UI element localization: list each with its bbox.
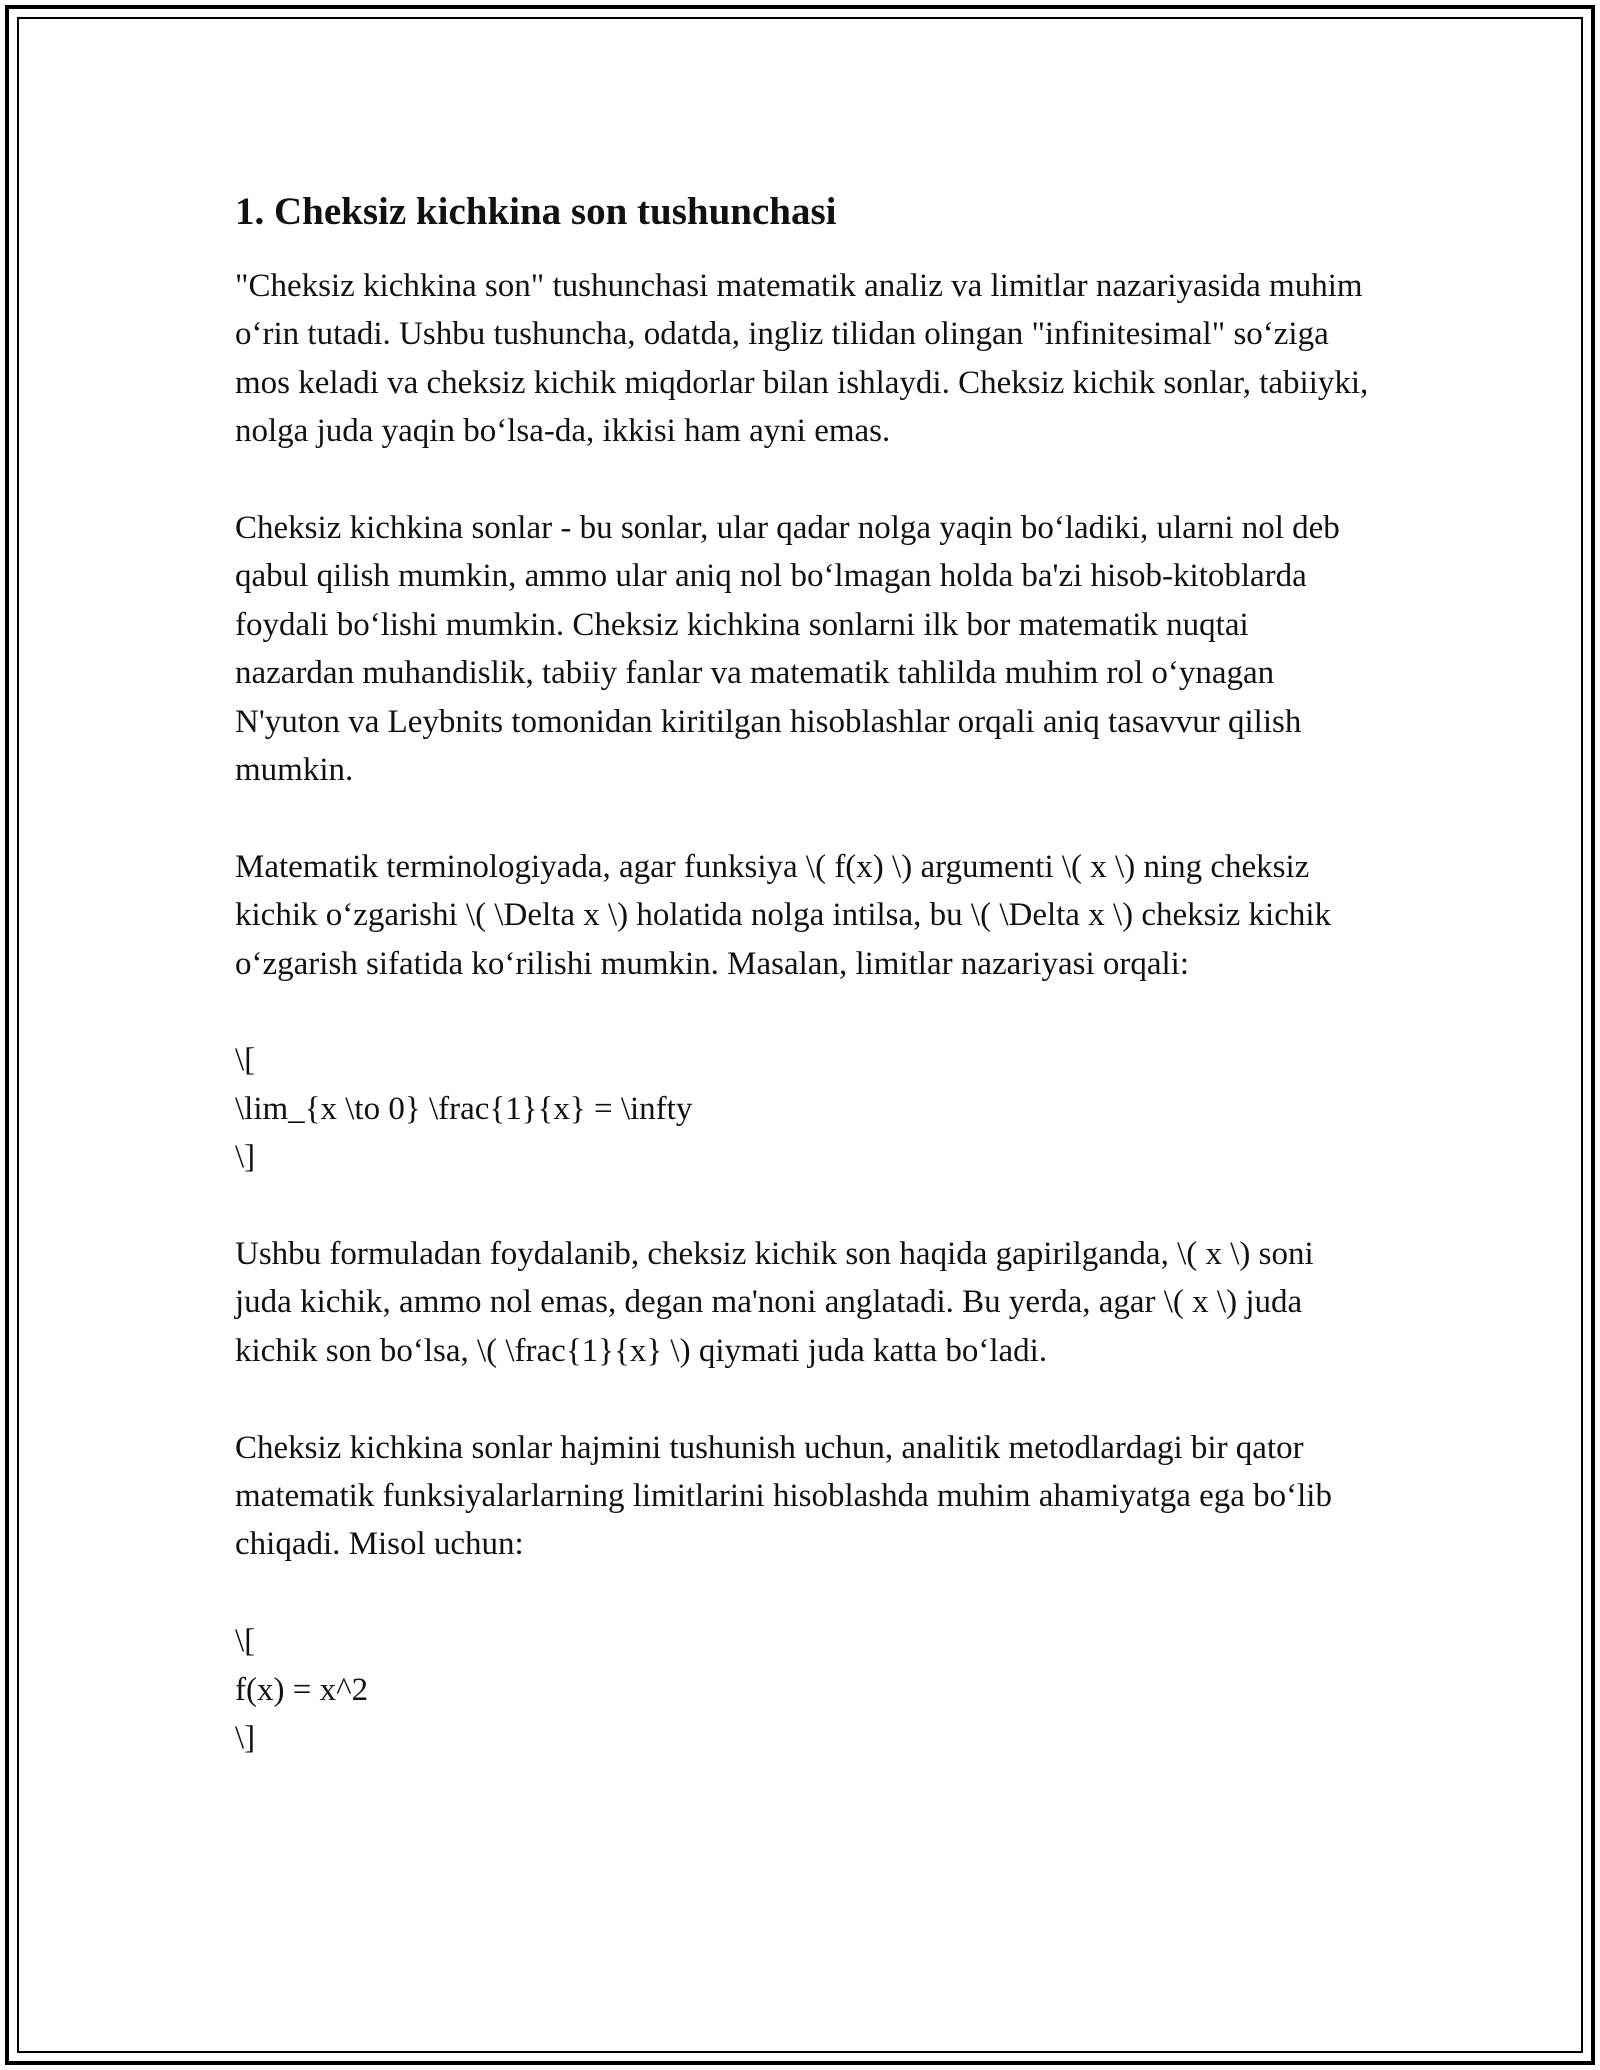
formula-close-delimiter: \]	[235, 1720, 256, 1757]
paragraph-intro: "Cheksiz kichkina son" tushunchasi matematik analiz va limitlar nazariyasida muhim o‘rin tutadi. Ushbu tushuncha, odatda, ingliz tilidan olingan "infinitesimal" so‘ziga mos keladi va cheksiz kichik miqdorlar bilan ishlaydi. Cheksiz kichik sonlar, tabiiyki, nolga juda yaqin bo‘lsa-da, ikkisi ham ayni emas.	[235, 268, 1369, 450]
formula-open-delimiter: \[	[235, 1623, 256, 1660]
formula-limit-block	[235, 1036, 1375, 1181]
paragraph-definition: Cheksiz kichkina sonlar - bu sonlar, ular qadar nolga yaqin bo‘ladiki, ularni nol deb qabul qilish mumkin, ammo ular aniq nol bo‘lmagan holda ba'zi hisob-kitoblarda foydali bo‘lishi mumkin. Cheksiz kichkina sonlarni ilk bor matematik nuqtai nazardan muhandislik, tabiiy fanlar va matematik tahlilda muhim rol o‘ynagan N'yuton va Leybnits tomonidan kiritilgan hisoblashlar orqali aniq tasavvur qilish mumkin.	[235, 510, 1340, 789]
formula-function-expression: f(x) = x^2	[235, 1671, 369, 1708]
section-heading: 1. Cheksiz kichkina son tushunchasi	[235, 190, 837, 233]
paragraph-explanation: Ushbu formuladan foydalanib, cheksiz kichik son haqida gapirilganda, \( x \) soni juda kichik, ammo nol emas, degan ma'noni anglatadi. Bu yerda, agar \( x \) juda kichik son bo‘lsa, \( \frac{1}{x} \) qiymati juda katta bo‘ladi.	[235, 1236, 1314, 1369]
formula-function-block	[235, 1617, 1375, 1762]
formula-open-delimiter: \[	[235, 1042, 256, 1079]
document-body	[235, 188, 1375, 1811]
paragraph-terminology: Matematik terminologiyada, agar funksiya \( f(x) \) argumenti \( x \) ning cheksiz kichik o‘zgarishi \( \Delta x \) holatida nolga intilsa, bu \( \Delta x \) cheksiz kichik o‘zgarish sifatida ko‘rilishi mumkin. Masalan, limitlar nazariyasi orqali:	[235, 848, 1332, 982]
formula-close-delimiter: \]	[235, 1139, 256, 1176]
formula-limit-expression: \lim_{x \to 0} \frac{1}{x} = \infty	[235, 1090, 693, 1127]
paragraph-example-intro: Cheksiz kichkina sonlar hajmini tushunish uchun, analitik metodlardagi bir qator matematik funksiyalarlarning limitlarini hisoblashda muhim ahamiyatga ega bo‘lib chiqadi. Misol uchun:	[235, 1429, 1332, 1563]
